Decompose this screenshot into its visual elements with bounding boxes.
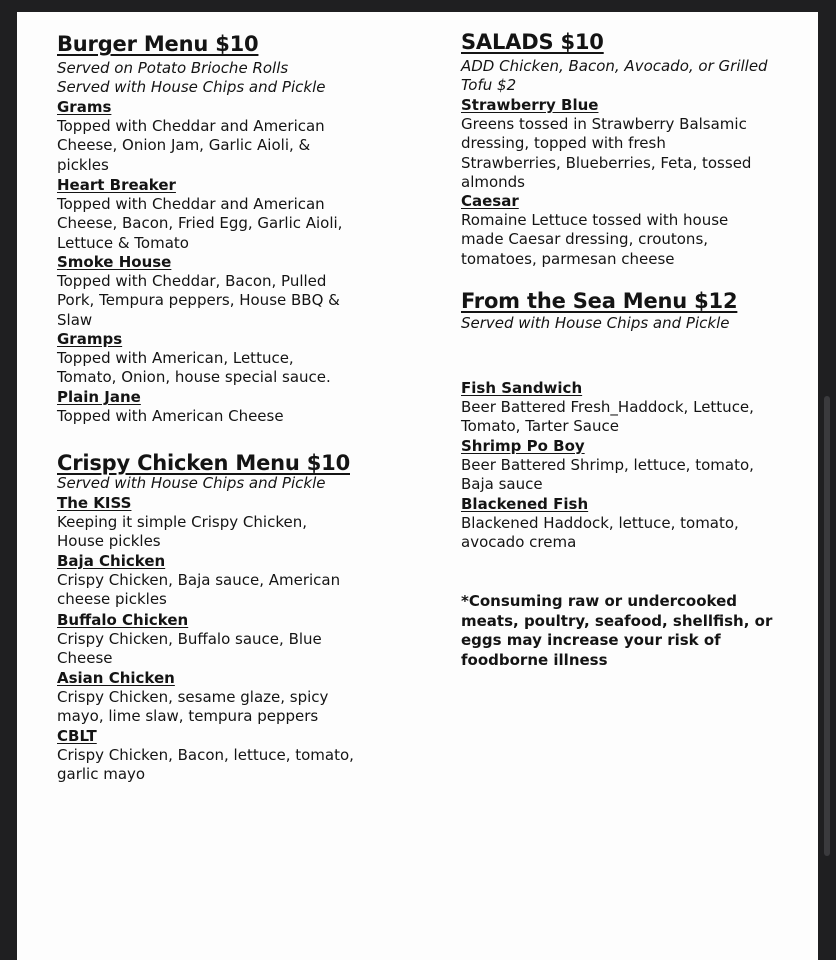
item-desc-line: tomatoes, parmesan cheese	[461, 249, 675, 268]
item-name: Asian Chicken	[57, 669, 175, 687]
menu-item-cblt	[57, 727, 354, 785]
item-desc-line: garlic mayo	[57, 765, 146, 784]
item-desc-line: dressing, topped with fresh	[461, 134, 666, 153]
item-desc-line: made Caesar dressing, croutons,	[461, 230, 709, 249]
scrollbar[interactable]	[824, 396, 830, 856]
item-desc-line: Crispy Chicken, Buffalo sauce, Blue	[57, 630, 322, 648]
burger-note: Served on Potato Brioche Rolls	[57, 59, 289, 77]
item-name: Grams	[57, 98, 112, 116]
warning-line: *Consuming raw or undercooked	[461, 592, 738, 610]
item-desc-line: Greens tossed in Strawberry Balsamic	[461, 115, 747, 133]
menu-item-strawberry-blue	[461, 96, 751, 193]
item-desc-line: Tomato, Tarter Sauce	[461, 417, 619, 436]
item-desc-line: Topped with Cheddar and American	[57, 195, 325, 213]
item-desc-line: Baja sauce	[461, 475, 543, 494]
item-desc-line: Crispy Chicken, Bacon, lettuce, tomato,	[57, 746, 354, 764]
item-desc-line: Blackened Haddock, lettuce, tomato,	[461, 514, 739, 532]
menu-item-asian-chicken	[57, 669, 328, 727]
item-name: Smoke House	[57, 253, 172, 271]
salads-heading: SALADS $10	[461, 30, 604, 54]
item-name: Strawberry Blue	[461, 96, 599, 114]
item-name: Heart Breaker	[57, 176, 176, 194]
sea-note: Served with House Chips and Pickle	[461, 314, 730, 332]
item-name: CBLT	[57, 727, 97, 745]
item-desc-line: almonds	[461, 173, 525, 192]
raw-food-warning	[461, 592, 772, 670]
warning-line: eggs may increase your risk of	[461, 631, 721, 649]
item-desc-line: Cheese, Bacon, Fried Egg, Garlic Aioli,	[57, 214, 343, 233]
burger-note: Served with House Chips and Pickle	[57, 78, 326, 96]
menu-item-gramps	[57, 330, 331, 388]
menu-item-blackened-fish	[461, 495, 739, 553]
item-name: Buffalo Chicken	[57, 611, 189, 629]
item-desc-line: Crispy Chicken, sesame glaze, spicy	[57, 688, 329, 706]
warning-line: meats, poultry, seafood, shellfish, or	[461, 611, 773, 630]
item-desc-line: Pork, Tempura peppers, House BBQ &	[57, 291, 340, 310]
item-desc-line: pickles	[57, 155, 109, 174]
item-desc-line: Keeping it simple Crispy Chicken,	[57, 513, 307, 531]
item-desc-line: Tomato, Onion, house special sauce.	[57, 368, 331, 387]
sea-menu-heading: From the Sea Menu $12	[461, 289, 738, 313]
chicken-menu-heading: Crispy Chicken Menu $10	[57, 451, 350, 475]
item-name: Gramps	[57, 330, 123, 348]
item-name: The KISS	[57, 494, 132, 512]
item-desc-line: Beer Battered Shrimp, lettuce, tomato,	[461, 456, 754, 474]
menu-item-buffalo-chicken	[57, 611, 322, 669]
menu-item-shrimp-po-boy	[461, 437, 754, 495]
salads-note: Tofu $2	[461, 76, 517, 94]
item-name: Blackened Fish	[461, 495, 589, 513]
item-name: Caesar	[461, 192, 519, 210]
warning-line: foodborne illness	[461, 650, 608, 669]
item-desc-line: avocado crema	[461, 533, 577, 552]
chicken-note: Served with House Chips and Pickle	[57, 474, 326, 492]
burger-menu-heading: Burger Menu $10	[57, 32, 259, 56]
item-desc-line: Cheese, Onion Jam, Garlic Aioli, &	[57, 136, 311, 155]
menu-item-heart-breaker	[57, 176, 342, 253]
item-desc-line: Lettuce & Tomato	[57, 233, 189, 252]
item-desc-line: Topped with Cheddar and American	[57, 117, 325, 135]
item-desc-line: Topped with American Cheese	[57, 407, 284, 425]
menu-item-smoke-house	[57, 253, 340, 330]
item-desc-line: Cheese	[57, 649, 113, 668]
item-name: Shrimp Po Boy	[461, 437, 585, 455]
menu-item-plain-jane	[57, 388, 284, 426]
item-desc-line: Strawberries, Blueberries, Feta, tossed	[461, 153, 752, 172]
item-name: Fish Sandwich	[461, 379, 583, 397]
salads-note: ADD Chicken, Bacon, Avocado, or Grilled	[461, 57, 768, 75]
item-name: Plain Jane	[57, 388, 141, 406]
menu-page	[17, 12, 818, 960]
menu-item-fish-sandwich	[461, 379, 754, 437]
item-desc-line: mayo, lime slaw, tempura peppers	[57, 707, 319, 726]
menu-item-grams	[57, 98, 325, 175]
menu-item-the-kiss	[57, 494, 307, 552]
item-desc-line: Beer Battered Fresh_Haddock, Lettuce,	[461, 398, 754, 416]
item-desc-line: Topped with American, Lettuce,	[57, 349, 294, 367]
item-desc-line: House pickles	[57, 532, 161, 551]
menu-item-caesar	[461, 192, 728, 269]
menu-item-baja-chicken	[57, 552, 340, 610]
item-desc-line: Romaine Lettuce tossed with house	[461, 211, 729, 229]
item-desc-line: cheese pickles	[57, 590, 167, 609]
item-desc-line: Slaw	[57, 310, 93, 329]
item-desc-line: Crispy Chicken, Baja sauce, American	[57, 571, 341, 589]
item-desc-line: Topped with Cheddar, Bacon, Pulled	[57, 272, 327, 290]
item-name: Baja Chicken	[57, 552, 166, 570]
